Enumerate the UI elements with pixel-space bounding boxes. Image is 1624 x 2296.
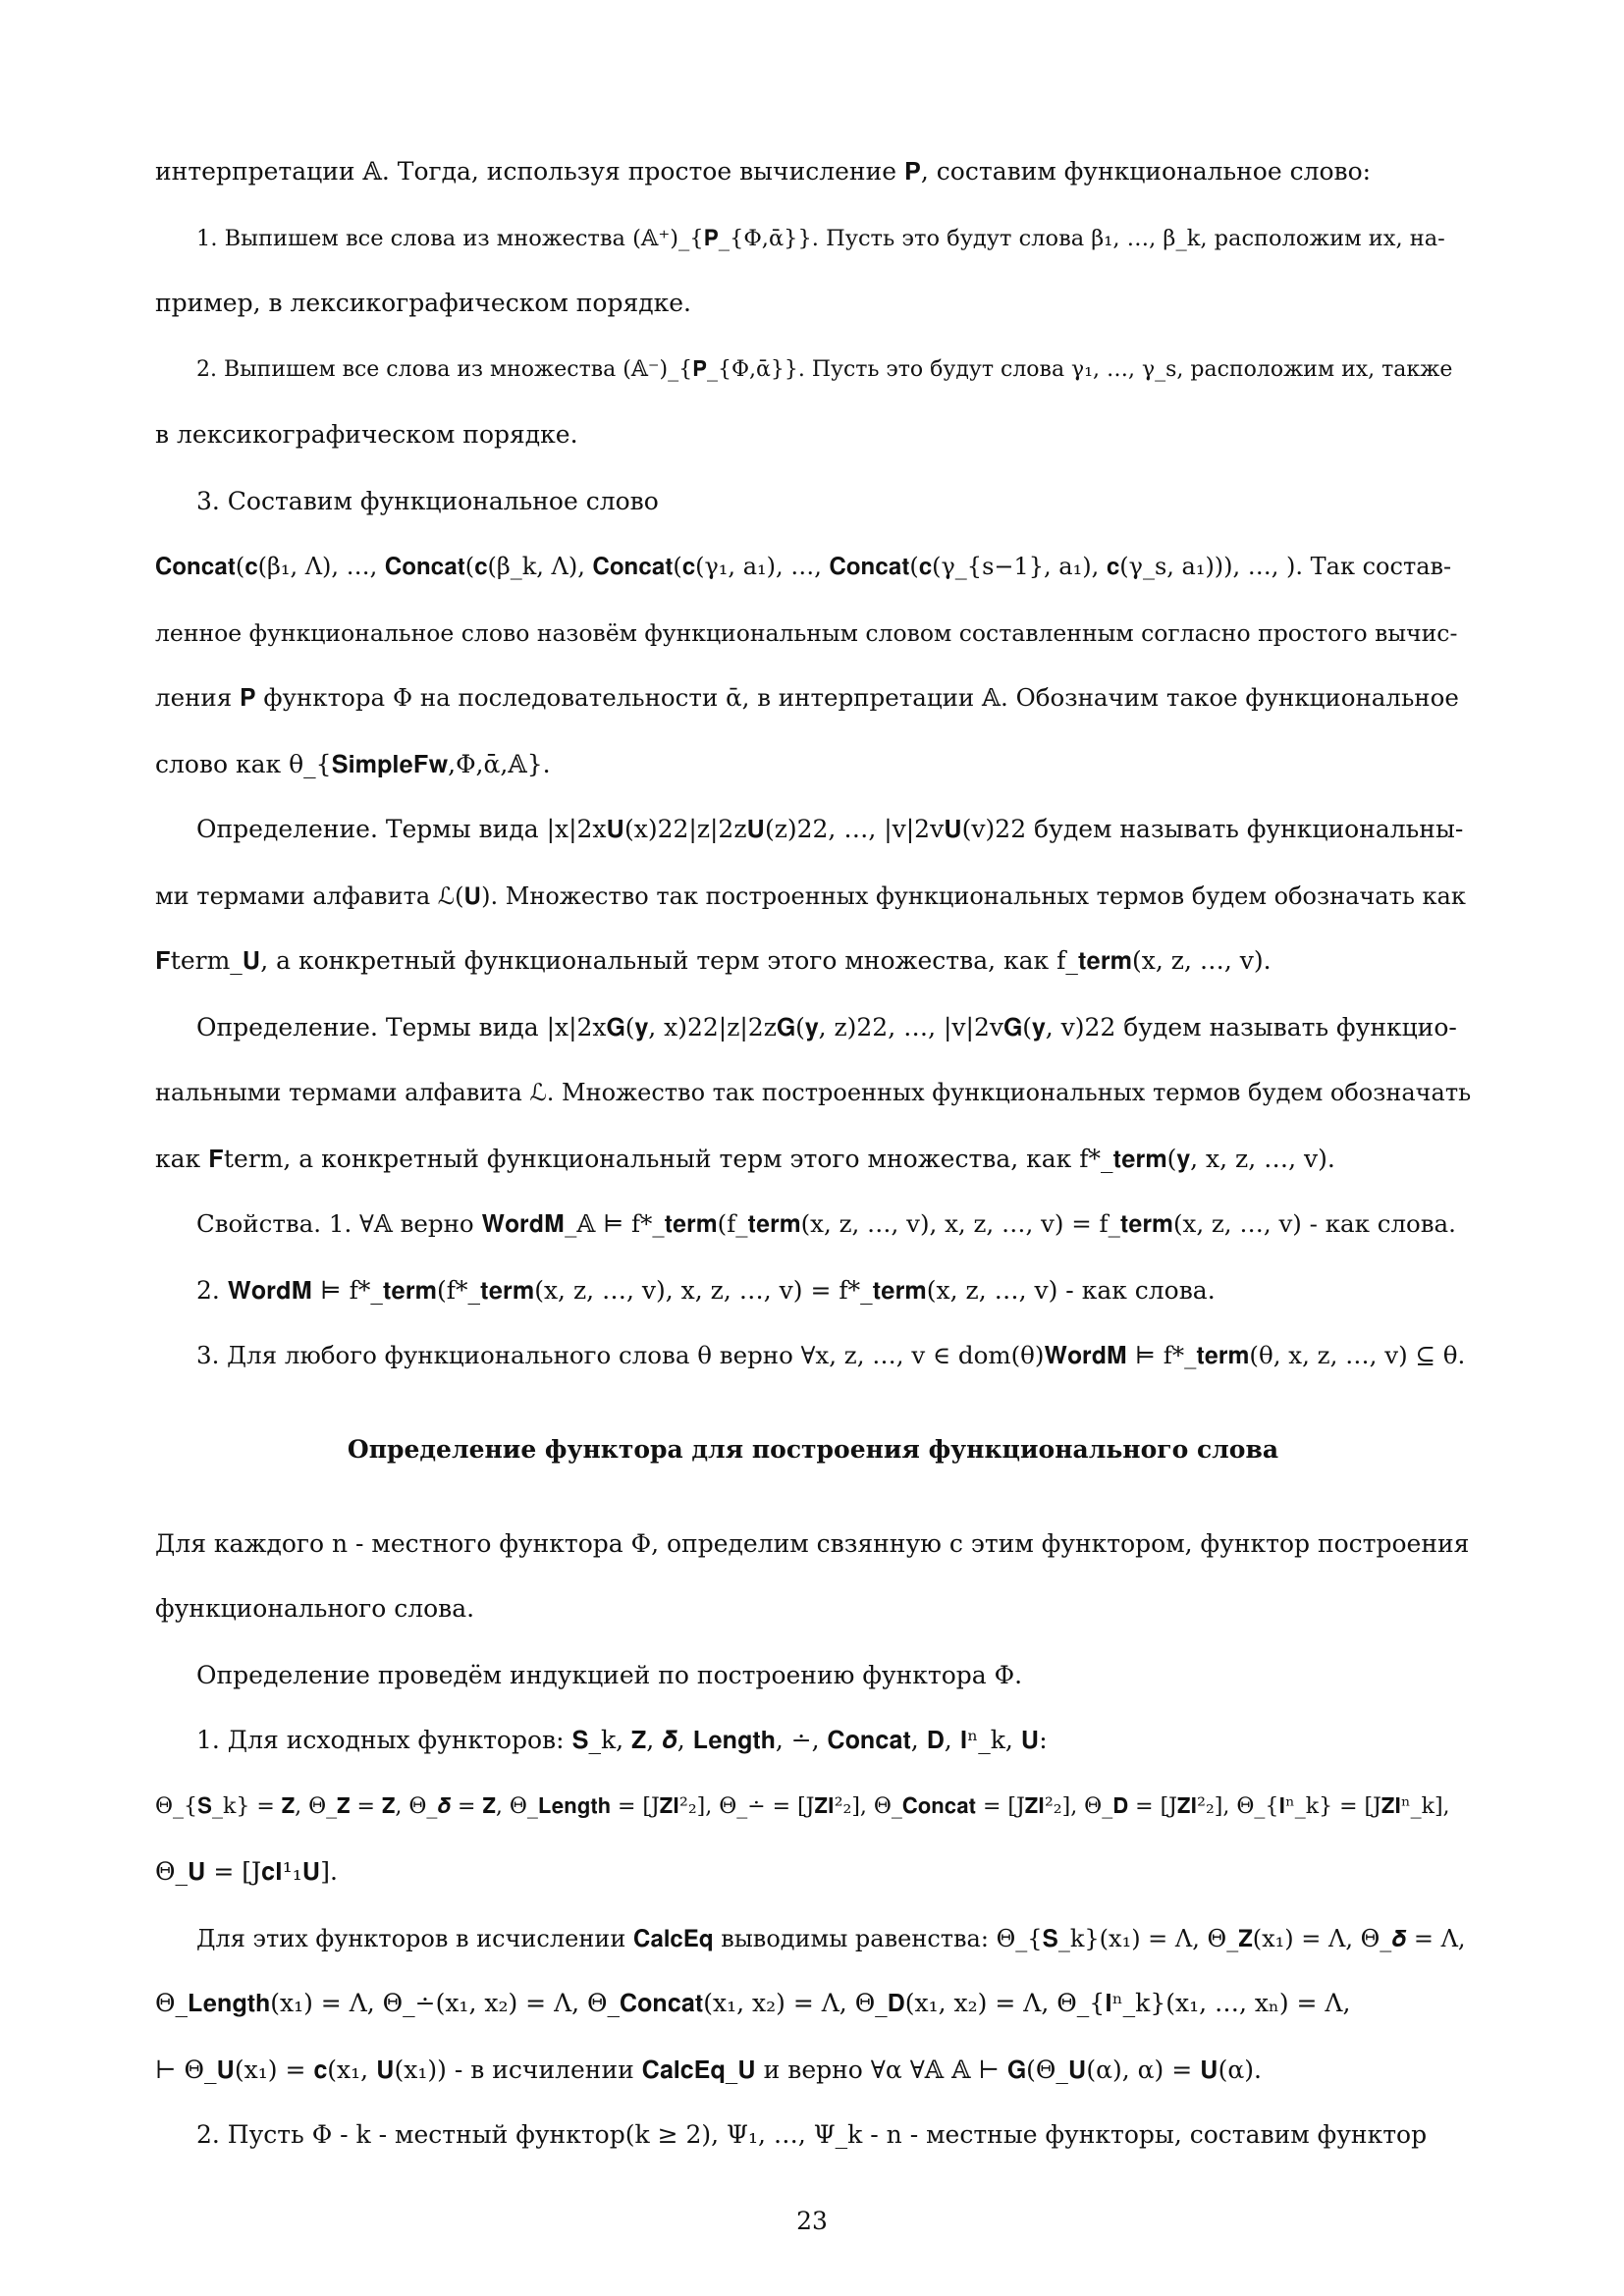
definition-line: Определение. Термы вида |x|2x𝐔(x)22|z|2z𝐔(z)22, …, |v|2v𝐔(v)22 будем называть функциональны-: [196, 815, 1464, 843]
text-line: в лексикографическом порядке.: [155, 420, 578, 449]
formula-line: Θ_𝐋𝐞𝐧𝐠𝐭𝐡(x₁) = Λ, Θ_∸(x₁, x₂) = Λ, Θ_𝐂𝐨𝐧𝐜𝐚𝐭(x₁, x₂) = Λ, Θ_𝐃(x₁, x₂) = Λ, Θ_{𝐈ⁿ_k}(x₁, …, xₙ) = Λ,: [155, 1989, 1351, 2017]
text-line: Для каждого n - местного функтора Φ, определим свзянную с этим функтором, функтор построения: [155, 1529, 1470, 1558]
section-heading: Определение функтора для построения функционального слова: [347, 1435, 1279, 1464]
text-line: Определение проведём индукцией по построению функтора Φ.: [196, 1661, 1023, 1689]
text-line: 1. Выпишем все слова из множества (𝔸⁺)_{𝐏_{Φ,ᾱ}}. Пусть это будут слова β₁, …, β_k, расположим их, на-: [196, 226, 1445, 251]
text-line: ления 𝐏 функтора Φ на последовательности ᾱ, в интерпретации 𝔸. Обозначим такое функциональное: [155, 683, 1459, 712]
text-line: Для этих функторов в исчислении 𝐂𝐚𝐥𝐜𝐄𝐪 выводимы равенства: Θ_{𝐒_k}(x₁) = Λ, Θ_𝐙(x₁) = Λ, Θ_𝜹 = Λ,: [196, 1925, 1466, 1952]
text-line: 𝐂𝐨𝐧𝐜𝐚𝐭(𝐜(β₁, Λ), …, 𝐂𝐨𝐧𝐜𝐚𝐭(𝐜(β_k, Λ), 𝐂𝐨𝐧𝐜𝐚𝐭(𝐜(γ₁, a₁), …, 𝐂𝐨𝐧𝐜𝐚𝐭(𝐜(γ_{s−1}, a₁), 𝐜(γ_s, a₁))), …, ). Так состав-: [155, 553, 1452, 580]
text-line: 3. Для любого функционального слова θ верно ∀x, z, …, v ∈ dom(θ)𝐖𝐨𝐫𝐝𝐌 ⊨ f*_𝐭𝐞𝐫𝐦(θ, x, z, …, v) ⊆ θ.: [196, 1341, 1466, 1369]
properties-line: Свойства. 1. ∀𝔸 верно 𝐖𝐨𝐫𝐝𝐌_𝔸 ⊨ f*_𝐭𝐞𝐫𝐦(f_𝐭𝐞𝐫𝐦(x, z, …, v), x, z, …, v) = f_𝐭𝐞𝐫𝐦(x, z, …, v) - как слова.: [196, 1209, 1456, 1238]
text-line: интерпретации 𝔸. Тогда, используя простое вычисление 𝐏, составим функциональное слово:: [155, 157, 1372, 186]
text-line: 2. Пусть Φ - k - местный функтор(k ≥ 2), Ψ₁, …, Ψ_k - n - местные функторы, составим функтор: [196, 2120, 1428, 2149]
text-line: функционального слова.: [155, 1594, 475, 1623]
text-line: ⊢ Θ_𝐔(x₁) = 𝐜(x₁, 𝐔(x₁)) - в исчилении 𝐂𝐚𝐥𝐜𝐄𝐪_𝐔 и верно ∀α ∀𝔸 𝔸 ⊢ 𝐆(Θ_𝐔(α), α) = 𝐔(α).: [155, 2056, 1262, 2084]
text-line: 2. 𝐖𝐨𝐫𝐝𝐌 ⊨ f*_𝐭𝐞𝐫𝐦(f*_𝐭𝐞𝐫𝐦(x, z, …, v), x, z, …, v) = f*_𝐭𝐞𝐫𝐦(x, z, …, v) - как слова.: [196, 1276, 1216, 1305]
text-line: 𝐅term_𝐔, а конкретный функциональный терм этого множества, как f_𝐭𝐞𝐫𝐦(x, z, …, v).: [155, 946, 1272, 975]
text-line: пример, в лексикографическом порядке.: [155, 289, 692, 317]
text-line: ленное функциональное слово назовём функциональным словом составленным согласно простого вычис-: [155, 619, 1458, 647]
formula-line: Θ_{𝐒_k} = 𝐙, Θ_𝐙 = 𝐙, Θ_𝜹 = 𝐙, Θ_𝐋𝐞𝐧𝐠𝐭𝐡 = [J𝐙𝐈²₂], Θ_∸ = [J𝐙𝐈²₂], Θ_𝐂𝐨𝐧𝐜𝐚𝐭 = [J𝐙𝐈²₂], Θ_𝐃 = [J𝐙𝐈²₂], Θ_{𝐈ⁿ_k} = [J𝐙𝐈ⁿ_k],: [155, 1794, 1450, 1819]
definition-line: Определение. Термы вида |x|2x𝐆(𝐲, x)22|z|2z𝐆(𝐲, z)22, …, |v|2v𝐆(𝐲, v)22 будем называть функцио-: [196, 1013, 1457, 1041]
text-line: ми термами алфавита ℒ(𝐔). Множество так построенных функциональных термов будем обозначать как: [155, 882, 1466, 910]
text-line: нальными термами алфавита ℒ. Множество так построенных функциональных термов будем обозначать: [155, 1079, 1472, 1106]
text-line: как 𝐅term, а конкретный функциональный терм этого множества, как f*_𝐭𝐞𝐫𝐦(𝐲, x, z, …, v).: [155, 1145, 1335, 1173]
text-line: 1. Для исходных функторов: 𝐒_k, 𝐙, 𝜹, 𝐋𝐞𝐧𝐠𝐭𝐡, ∸, 𝐂𝐨𝐧𝐜𝐚𝐭, 𝐃, 𝐈ⁿ_k, 𝐔:: [196, 1726, 1048, 1754]
page-number: 23: [796, 2207, 828, 2235]
text-line: слово как θ_{𝐒𝐢𝐦𝐩𝐥𝐞𝐅𝐰,Φ,ᾱ,𝔸}.: [155, 750, 551, 778]
text-line: 3. Составим функциональное слово: [196, 487, 659, 515]
formula-line: Θ_𝐔 = [J𝐜𝐈¹₁𝐔].: [155, 1857, 338, 1886]
text-line: 2. Выпишем все слова из множества (𝔸⁻)_{𝐏_{Φ,ᾱ}}. Пусть это будут слова γ₁, …, γ_s, расположим их, также: [196, 357, 1453, 382]
